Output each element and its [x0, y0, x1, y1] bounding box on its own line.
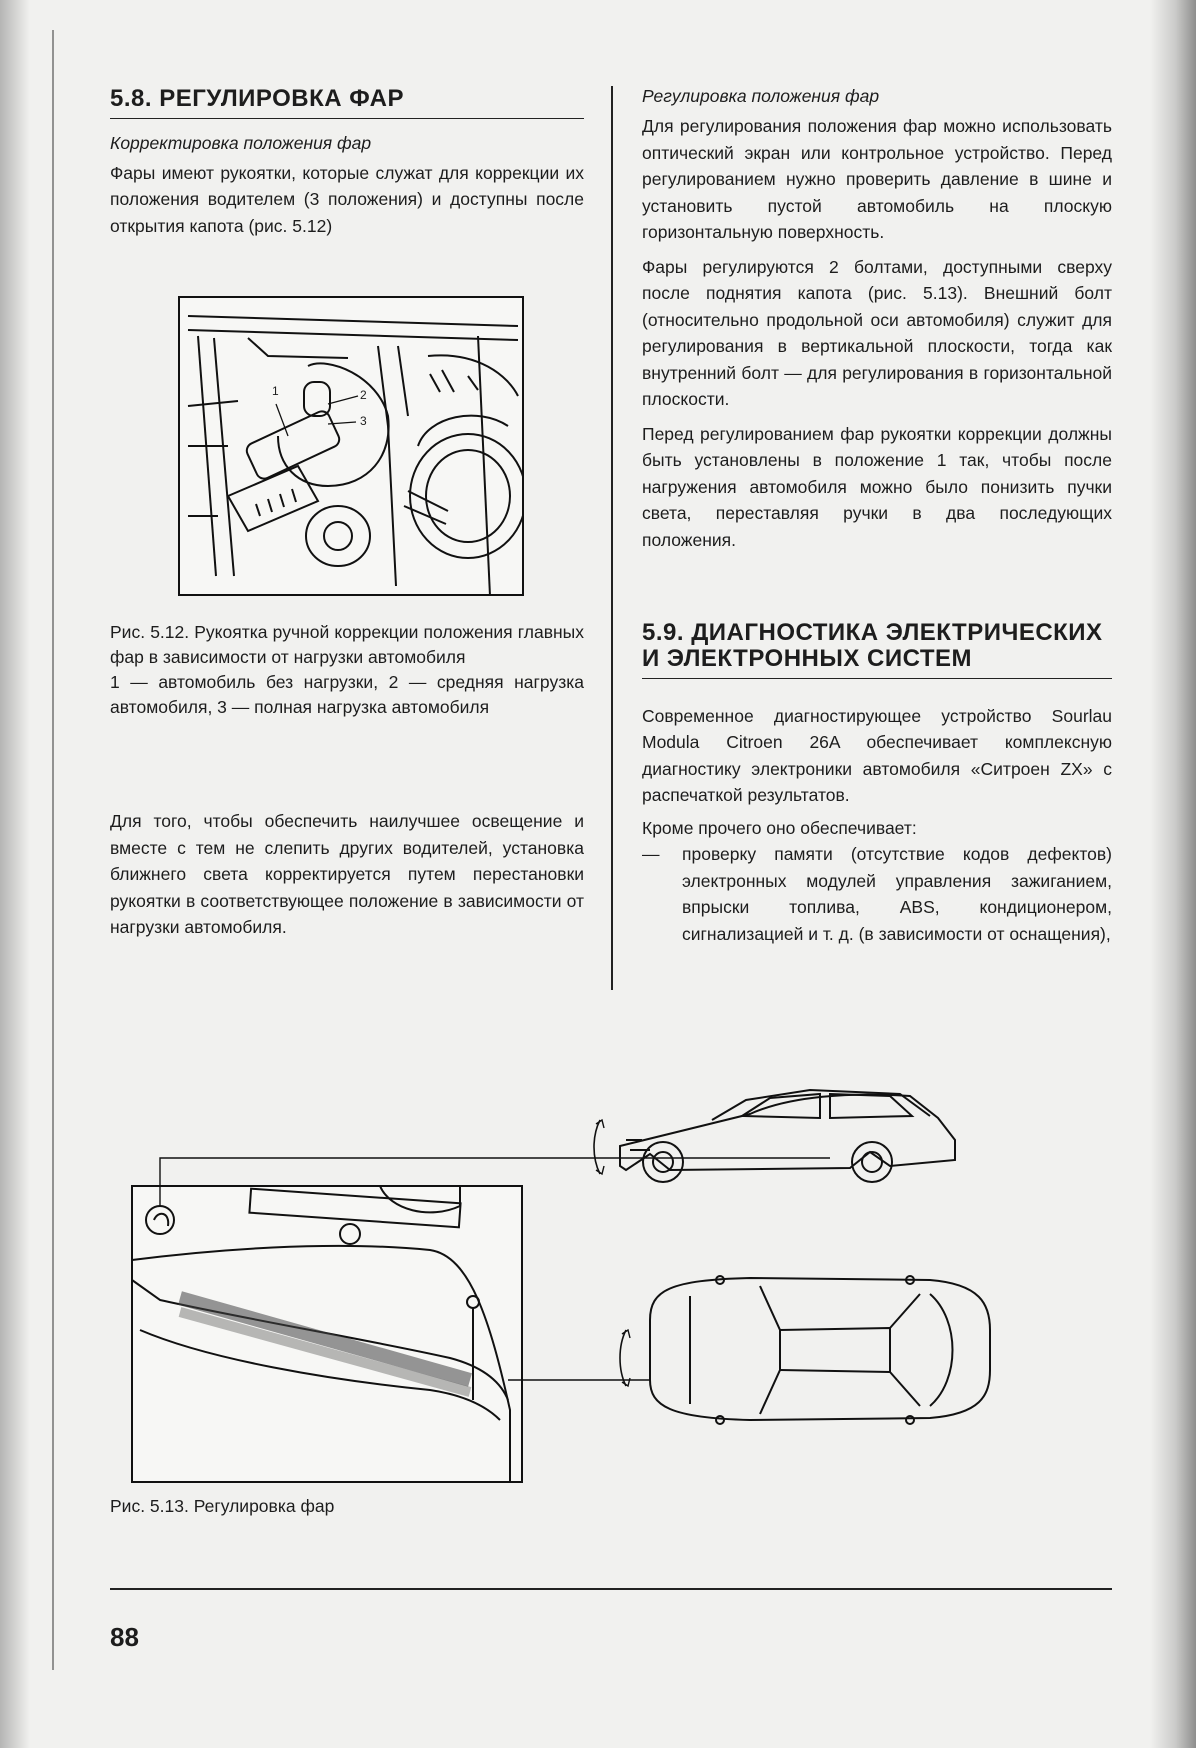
callout-label-2: 2 [360, 388, 367, 402]
page-fold-line [52, 30, 54, 1670]
section-number: 5.9. [642, 619, 685, 646]
scan-shadow-left [0, 0, 30, 1748]
headlight-adjuster-drawing [178, 296, 524, 596]
headlight-adjustment-block [642, 86, 1112, 553]
headlight-adjustment-drawing [130, 1080, 1120, 1490]
figure-5-12-legend: 1 — автомобиль без нагрузки, 2 — средняя нагрузка автомобиля, 3 — полная нагрузка автомобиля [110, 672, 584, 717]
right-subsection-title: Регулировка положения фар [642, 86, 880, 106]
figure-5-13 [130, 1080, 1120, 1490]
section-title: РЕГУЛИРОВКА ФАР [159, 85, 404, 112]
section-5-8-heading [110, 86, 584, 119]
figure-5-13-caption-block [110, 1494, 584, 1519]
section-title: ДИАГНОСТИКА ЭЛЕКТРИЧЕСКИХ И ЭЛЕКТРОННЫХ СИСТЕМ [642, 619, 1103, 672]
page-number: 88 [110, 1622, 139, 1652]
diagnostics-paragraph-1: Современное диагностирующее устройство Sourlau Modula Citroen 26A обеспечивает комплексную диагностику электроники автомобиля «Ситроен ZX» с распечаткой результатов. [642, 705, 1112, 806]
intro-paragraph: Фары имеют рукоятки, которые служат для коррекции их положения водителем (3 положения) и доступны после открытия капота (рис. 5.12) [110, 162, 584, 236]
figure-5-12-caption: Рис. 5.12. Рукоятка ручной коррекции положения главных фар в зависимости от нагрузки автомобиля [110, 622, 584, 667]
list-item [642, 841, 1112, 947]
scan-shadow-right [1150, 0, 1196, 1748]
figure-5-12 [178, 296, 524, 596]
column-divider [611, 86, 613, 990]
left-paragraph-block [110, 808, 584, 941]
lowbeam-paragraph: Для того, чтобы обеспечить наилучшее освещение и вместе с тем не слепить других водителей, установка ближнего света корректируется путем перестановки рукоятки в соответствующее положение в зависимости от нагрузки автомобиля. [110, 811, 584, 937]
section-number: 5.8. [110, 85, 153, 112]
right-paragraph-1: Для регулирования положения фар можно использовать оптический экран или контрольное устройство. Перед регулированием нужно проверить давление в шине и установить пустой автомобиль на плоскую горизонтальную поверхность. [642, 116, 1112, 242]
subsection-title: Корректировка положения фар [110, 132, 372, 153]
section-5-9 [642, 620, 1112, 947]
right-paragraph-2: Фары регулируются 2 болтами, доступными сверху после поднятия капота (рис. 5.13). Внешний болт (относительно продольной оси автомобиля) служит для регулирования в вертикальной плоскости, тогда как внутренний болт — для регулирования в горизонтальной плоскости. [642, 256, 1112, 409]
list-item-text: проверку памяти (отсутствие кодов дефектов) электронных модулей управления зажиганием, впрыски топлива, ABS, кондиционером, сигнализацией и т. д. (в зависимости от оснащения), [682, 844, 1112, 944]
diagnostics-paragraph-2: Кроме прочего оно обеспечивает: [642, 817, 917, 838]
list-dash: — [642, 844, 660, 865]
figure-5-12-caption-block [110, 620, 584, 720]
callout-label-3: 3 [360, 414, 367, 428]
section-5-9-heading [642, 620, 1112, 679]
section-5-8 [110, 86, 584, 239]
right-paragraph-3: Перед регулированием фар рукоятки коррекции должны быть установлены в положение 1 так, чтобы после нагружения автомобиля можно было понизить пучки света, переставляя ручки в два последующих положения. [642, 423, 1112, 550]
figure-5-13-caption: Рис. 5.13. Регулировка фар [110, 1496, 335, 1516]
callout-label-1: 1 [272, 384, 279, 398]
footer-rule [110, 1588, 1112, 1590]
